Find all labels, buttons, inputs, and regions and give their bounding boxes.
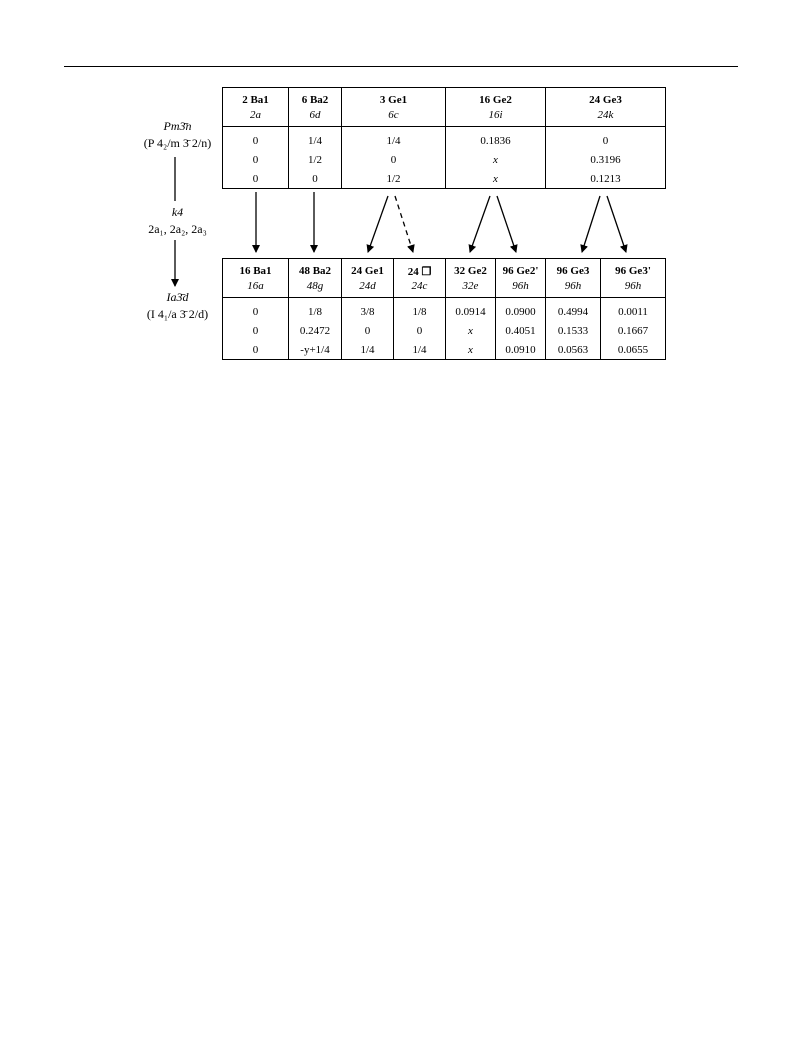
top-space-group-full-symbol: (P 4₂/m 3̄ 2/n): [143, 136, 212, 150]
coord-y: 0: [223, 150, 289, 169]
coord-y: 0: [342, 150, 446, 169]
coord-x: 0.1836: [446, 127, 546, 151]
coord-x: 0.4994: [546, 298, 601, 322]
coord-z: 0.0563: [546, 340, 601, 360]
coord-y: x: [446, 321, 496, 340]
wyckoff-label: 48g: [289, 279, 342, 298]
coord-z: 0: [223, 340, 289, 360]
atom-label: 48 Ba2: [289, 259, 342, 280]
atom-label: 96 Ge3': [601, 259, 666, 280]
coord-z: 0.1213: [546, 169, 666, 189]
wyckoff-label: 96h: [546, 279, 601, 298]
atom-label: 96 Ge3: [546, 259, 601, 280]
coord-z: 0.0655: [601, 340, 666, 360]
coord-y: 1/2: [289, 150, 342, 169]
arrow-ge2: [470, 196, 490, 252]
atom-label: 3 Ge1: [342, 88, 446, 109]
arrow-ge3-prime: [607, 196, 626, 252]
arrow-ge3: [582, 196, 600, 252]
coord-y: 0.3196: [546, 150, 666, 169]
wyckoff-label: 2a: [223, 108, 289, 127]
wyckoff-label: 6d: [289, 108, 342, 127]
coord-y: 0.2472: [289, 321, 342, 340]
arrow-ge2-prime: [497, 196, 516, 252]
wyckoff-label: 16a: [223, 279, 289, 298]
atom-label: 24 Ge1: [342, 259, 394, 280]
atom-label: 6 Ba2: [289, 88, 342, 109]
coord-z: 1/2: [342, 169, 446, 189]
wyckoff-label: 96h: [496, 279, 546, 298]
relation-basis: 2a₁, 2a₂, 2a₃: [148, 222, 207, 236]
wyckoff-label: 24c: [394, 279, 446, 298]
atom-label: 24 ❐: [394, 259, 446, 280]
atom-label: 96 Ge2': [496, 259, 546, 280]
relation-type: k4: [171, 205, 184, 219]
coord-x: 1/4: [342, 127, 446, 151]
coord-z: x: [446, 340, 496, 360]
coord-y: 0.1667: [601, 321, 666, 340]
coord-z: 1/4: [394, 340, 446, 360]
bottom-space-group-symbol: Ia3̄d: [166, 290, 189, 304]
coord-x: 0.0914: [446, 298, 496, 322]
coord-y: 0: [223, 321, 289, 340]
atom-label: 16 Ge2: [446, 88, 546, 109]
coord-z: -y+1/4: [289, 340, 342, 360]
bottom-space-group-full-symbol: (I 4₁/a 3̄ 2/d): [146, 307, 209, 321]
coord-x: 1/8: [289, 298, 342, 322]
coord-x: 0: [223, 298, 289, 322]
wyckoff-label: 24k: [546, 108, 666, 127]
coord-z: 1/4: [342, 340, 394, 360]
coord-x: 0.0900: [496, 298, 546, 322]
coord-x: 3/8: [342, 298, 394, 322]
coord-x: 1/4: [289, 127, 342, 151]
coord-y: 0: [394, 321, 446, 340]
coord-z: x: [446, 169, 546, 189]
wyckoff-label: 24d: [342, 279, 394, 298]
coord-z: 0: [289, 169, 342, 189]
coord-y: 0.4051: [496, 321, 546, 340]
coord-x: 0.0011: [601, 298, 666, 322]
wyckoff-label: 96h: [601, 279, 666, 298]
atom-label: 32 Ge2: [446, 259, 496, 280]
top-space-group-symbol: Pm3̄n: [163, 119, 192, 133]
coord-y: 0: [342, 321, 394, 340]
wyckoff-label: 6c: [342, 108, 446, 127]
coord-x: 1/8: [394, 298, 446, 322]
wyckoff-label: 16i: [446, 108, 546, 127]
coord-z: 0: [223, 169, 289, 189]
wyckoff-label: 32e: [446, 279, 496, 298]
coord-y: 0.1533: [546, 321, 601, 340]
coord-y: x: [446, 150, 546, 169]
coord-z: 0.0910: [496, 340, 546, 360]
atom-label: 2 Ba1: [223, 88, 289, 109]
arrow-ge1: [368, 196, 388, 252]
atom-label: 24 Ge3: [546, 88, 666, 109]
coord-x: 0: [546, 127, 666, 151]
arrow-vacancy: [395, 196, 413, 252]
coord-x: 0: [223, 127, 289, 151]
atom-label: 16 Ba1: [223, 259, 289, 280]
